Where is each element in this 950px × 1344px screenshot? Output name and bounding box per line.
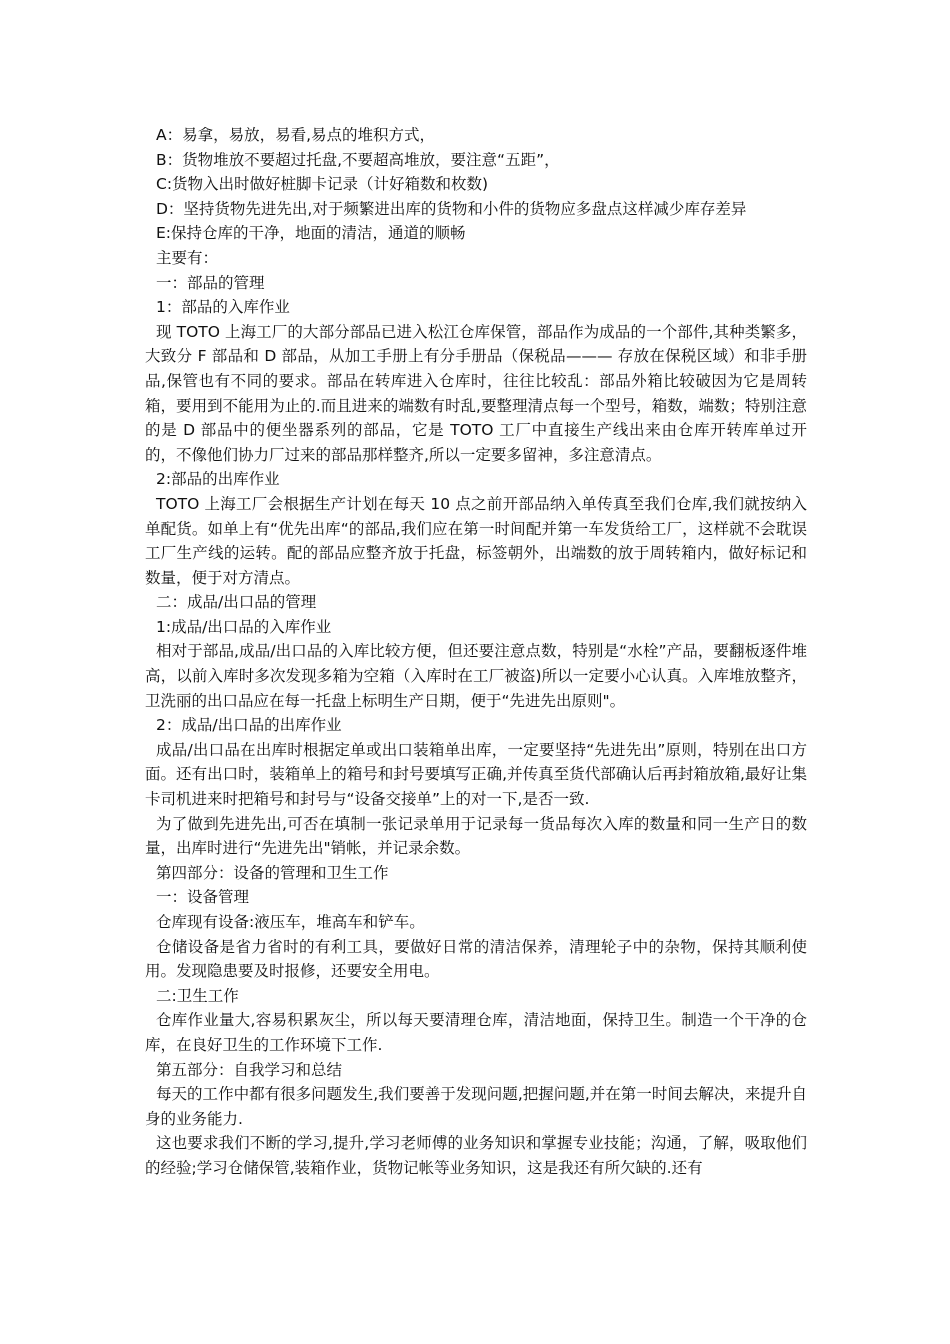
paragraph: 为了做到先进先出,可否在填制一张记录单用于记录每一货品每次入库的数量和同一生产日的数量，出库时进行“先进先出"销帐，并记录余数。 [145,814,807,858]
paragraph: 仓库现有设备:液压车，堆高车和铲车。 [156,913,425,931]
paragraph: TOTO 上海工厂会根据生产计划在每天 10 点之前开部品纳入单传真至我们仓库,我们就按纳入单配货。如单上有“优先出库“的部品,我们应在第一时间配并第一车发货给工厂，这样就不会耽误工厂生产线的运转。配的部品应整齐放于托盘，标签朝外，出端数的放于周转箱内，做好标记和数量，便于对方清点。 [145,494,807,587]
paragraph: 每天的工作中都有很多问题发生,我们要善于发现问题,把握问题,并在第一时间去解决，来提升自身的业务能力. [145,1085,807,1128]
paragraph: B：货物堆放不要超过托盘,不要超高堆放，要注意“五距”， [156,150,560,169]
paragraph: C:货物入出时做好桩脚卡记录（计好箱数和枚数) [156,175,489,194]
part-heading: 第五部分：自我学习和总结 [156,1060,343,1079]
paragraph: 这也要求我们不断的学习,提升,学习老师傅的业务知识和掌握专业技能；沟通，了解，吸取他们的经验;学习仓储保管,装箱作业，货物记帐等业务知识，这是我还有所欠缺的.还有 [145,1134,807,1177]
paragraph: A：易拿，易放，易看,易点的堆积方式， [156,126,436,144]
paragraph: E:保持仓库的干净，地面的清洁，通道的顺畅 [156,224,466,243]
subsection-heading: 2：成品/出口品的出库作业 [156,716,342,735]
part-heading: 第四部分：设备的管理和卫生工作 [156,863,389,882]
section-heading: 一：部品的管理 [156,273,265,292]
paragraph: D：坚持货物先进先出,对于频繁进出库的货物和小件的货物应多盘点这样减少库存差异 [156,199,747,218]
paragraph: 仓储设备是省力省时的有利工具，要做好日常的清洁保养，清理轮子中的杂物，保持其顺利使用。发现隐患要及时报修，还要安全用电。 [145,937,807,981]
subsection-heading: 2:部品的出库作业 [156,470,280,489]
section-heading: 一：设备管理 [156,888,250,907]
paragraph: 成品/出口品在出库时根据定单或出口装箱单出库，一定要坚持“先进先出”原则，特别在出口方面。还有出口时，装箱单上的箱号和封号要填写正确,并传真至货代部确认后再封箱放箱,最好让集卡司机进来时把箱号和封号与“设备交接单”上的对一下,是否一致. [145,740,807,809]
subsection-heading: 1：部品的入库作业 [156,298,290,317]
section-heading: 二：成品/出口品的管理 [156,593,317,612]
paragraph: 主要有： [156,248,219,267]
document-body [145,123,807,1181]
section-heading: 二:卫生工作 [156,986,239,1005]
paragraph: 相对于部品,成品/出口品的入库比较方便，但还要注意点数，特别是“水栓”产品，要翻板逐件堆高，以前入库时多次发现多箱为空箱（入库时在工厂被盗)所以一定要小心认真。入库堆放整齐，卫洗丽的出口品应在每一托盘上标明生产日期，便于“先进先出原则"。 [145,642,807,710]
subsection-heading: 1:成品/出口品的入库作业 [156,617,332,636]
paragraph: 仓库作业量大,容易积累灰尘，所以每天要清理仓库，清洁地面，保持卫生。制造一个干净的仓库，在良好卫生的工作环境下工作. [145,1011,807,1054]
paragraph: 现 TOTO 上海工厂的大部分部品已进入松江仓库保管，部品作为成品的一个部件,其种类繁多，大致分 F 部品和 D 部品，从加工手册上有分手册品（保税品——— 存放在保税区域）和非手册品,保管也有不同的要求。部品在转库进入仓库时，往往比较乱：部品外箱比较破因为它是周转箱，要用到不能用为止的.而且进来的端数有时乱,要整理清点每一个型号，箱数，端数；特别注意的是 D 部品中的便坐器系列的部品，它是 TOTO 工厂中直接生产线出来由仓库开转库单过开的，不像他们协力厂过来的部品那样整齐,所以一定要多留神，多注意清点。 [145,322,807,464]
